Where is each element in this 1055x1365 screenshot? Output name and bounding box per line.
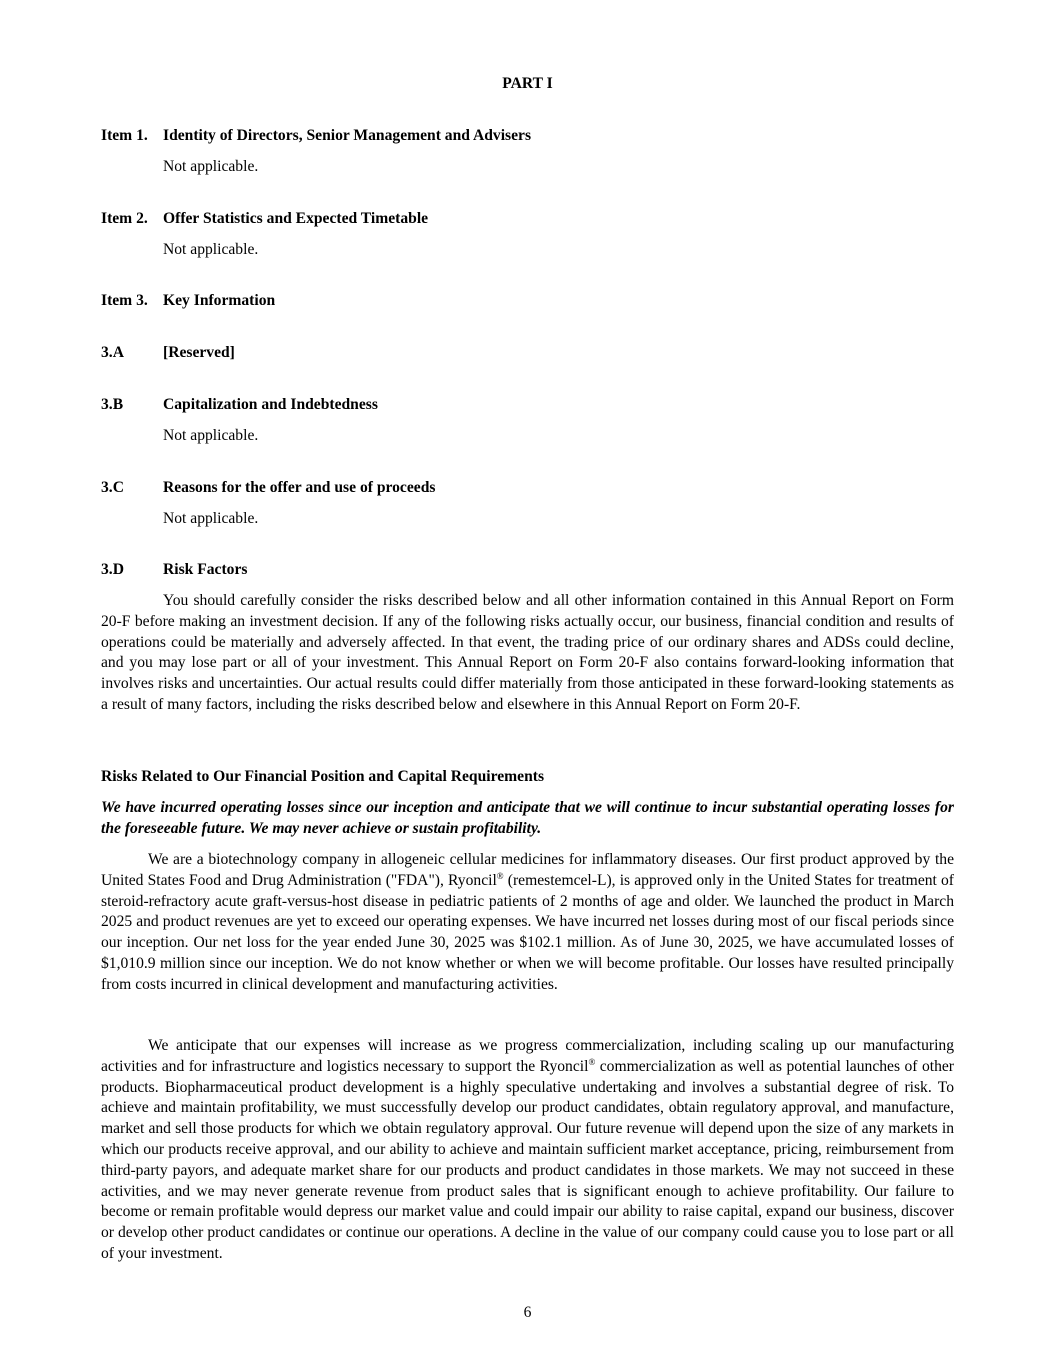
registered-mark: ® <box>588 1056 596 1067</box>
section-3a-title: [Reserved] <box>163 344 235 361</box>
section-3c-number: 3.C <box>101 479 124 496</box>
item2-number: Item 2. <box>101 210 148 227</box>
item1-body: Not applicable. <box>163 158 259 175</box>
part-title: PART I <box>502 75 553 92</box>
item1-number: Item 1. <box>101 127 148 144</box>
para2-text-b: commercialization as well as potential launches of other products. Biopharmaceutical product development is a highly speculative undertaking and involves a substantial degree of risk. To achieve and maintain profitability, we must successfully develop our product candidates, obtain regulatory approval, and manufacture, market and sell those products for which we obtain regulatory approval. Our future revenue will depend upon the size of any markets in which our products receive approval, and our ability to achieve and maintain sufficient market acceptance, pricing, reimbursement from third-party payors, and adequate market share for our products and product candidates in those markets. We may not succeed in these activities, and we may never generate revenue from product sales that is significant enough to achieve profitability. Our failure to become or remain profitable would depress our market value and could impair our ability to raise capital, expand our business, discover or develop other product candidates or continue our operations. A decline in the value of our company could cause you to lose part or all of your investment. <box>101 1057 954 1262</box>
item1-title: Identity of Directors, Senior Management and Advisers <box>163 127 532 144</box>
section-3b-title: Capitalization and Indebtedness <box>163 396 378 413</box>
section-3c-body: Not applicable. <box>163 510 259 527</box>
section-3c-title: Reasons for the offer and use of proceeds <box>163 479 436 496</box>
section-3a-number: 3.A <box>101 344 124 361</box>
para1-text-b: (remestemcel-L), is approved only in the United States for treatment of steroid-refractory acute graft-versus-host disease in pediatric patients of 2 months of age and older. We launched the product in March 2025 and product revenues are yet to exceed our operating expenses. We have incurred net losses during most of our fiscal periods since our inception. Our net loss for the year ended June 30, 2025 was $102.1 million. As of June 30, 2025, we have accumulated losses of $1,010.9 million since our inception. We do not know whether or when we will become profitable. Our losses have resulted principally from costs incurred in clinical development and manufacturing activities. <box>101 871 954 993</box>
body-paragraph-1 <box>101 850 954 996</box>
item3-number: Item 3. <box>101 292 148 309</box>
item3-title: Key Information <box>163 292 276 309</box>
item2-title: Offer Statistics and Expected Timetable <box>163 210 429 227</box>
item2-body: Not applicable. <box>163 241 259 258</box>
risk-heading-operating-losses: We have incurred operating losses since our inception and anticipate that we will continue to incur substantial operating losses for the foreseeable future. We may never achieve or sustain profitability. <box>101 799 954 837</box>
registered-mark: ® <box>496 870 504 881</box>
body-paragraph-2 <box>101 1036 954 1265</box>
section-3d-number: 3.D <box>101 561 124 578</box>
para2-text-a: We anticipate that our expenses will increase as we progress commercialization, including scaling up our manufacturing activities and for infrastructure and logistics necessary to support the Ryoncil <box>101 1037 954 1075</box>
section-3d-title: Risk Factors <box>163 561 248 578</box>
risks-category-title: Risks Related to Our Financial Position and Capital Requirements <box>101 768 545 785</box>
risk-factors-intro: You should carefully consider the risks described below and all other information contained in this Annual Report on Form 20-F before making an investment decision. If any of the following risks actually occur, our business, financial condition and results of operations could be materially and adversely affected. In that event, the trading price of our ordinary shares and ADSs could decline, and you may lose part or all of your investment. This Annual Report on Form 20-F also contains forward-looking information that involves risks and uncertainties. Our actual results could differ materially from those anticipated in these forward-looking statements as a result of many factors, including the risks described below and elsewhere in this Annual Report on Form 20-F. <box>101 592 954 713</box>
risks-category-heading <box>101 767 544 788</box>
section-3b-number: 3.B <box>101 396 124 413</box>
section-3b-body: Not applicable. <box>163 427 259 444</box>
page-number: 6 <box>523 1304 532 1321</box>
para1-text-a: We are a biotechnology company in allogeneic cellular medicines for inflammatory diseases. Our first product approved by the United States Food and Drug Administration ("FDA"), Ryoncil <box>101 851 954 889</box>
